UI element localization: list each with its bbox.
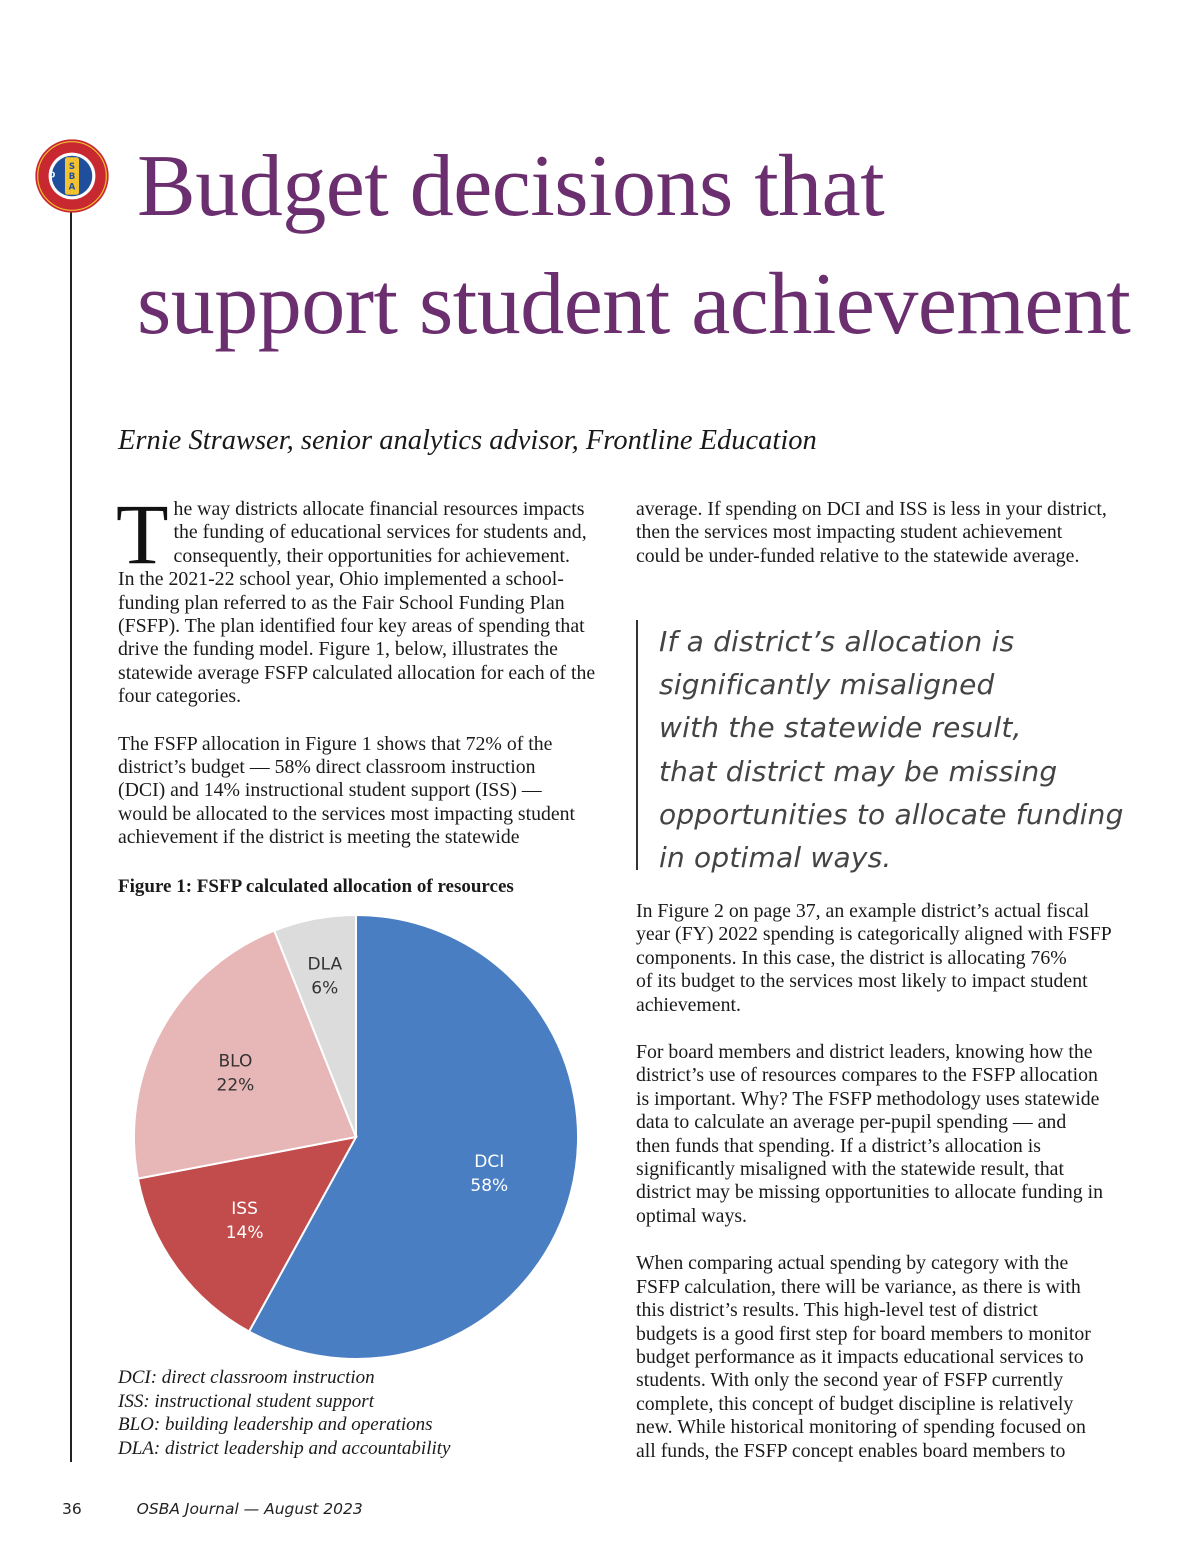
pie-chart	[122, 905, 592, 1370]
pull-quote	[636, 620, 1156, 875]
legend-item: BLO: building leadership and operations	[118, 1414, 433, 1435]
text-line: of its budget to the services most likely to impact student	[636, 970, 1088, 993]
figure-caption: Figure 1: FSFP calculated allocation of resources	[118, 876, 514, 897]
paragraph-allocation	[118, 733, 618, 850]
text-line: average. If spending on DCI and ISS is less in your district,	[636, 498, 1107, 520]
svg-text:S: S	[68, 161, 76, 172]
pull-quote-line: significantly misaligned	[659, 668, 995, 702]
text-line: In Figure 2 on page 37, an example district’s actual fiscal	[636, 900, 1090, 922]
pull-quote-line: If a district’s allocation is	[659, 625, 1015, 658]
text-line: (FSFP). The plan identified four key areas of spending that	[118, 615, 585, 638]
text-line: statewide average FSFP calculated allocation for each of the	[118, 661, 596, 684]
pie-label-value: 14%	[225, 1222, 264, 1243]
text-line: significantly misaligned with the statewide result, that	[636, 1158, 1064, 1181]
paragraph-variance	[636, 1252, 1136, 1463]
legend-item: DCI: direct classroom instruction	[118, 1367, 375, 1388]
text-line: district’s budget — 58% direct classroom instruction	[118, 756, 536, 779]
svg-text:A: A	[68, 182, 76, 193]
text-line: complete, this concept of budget discipline is relatively	[636, 1392, 1074, 1415]
pie-label-category: DLA	[307, 954, 343, 975]
text-line: In the 2021-22 school year, Ohio implemented a school-	[118, 568, 564, 591]
drop-cap: T	[116, 486, 169, 582]
column-right-top	[636, 498, 1136, 568]
legend-item: ISS: instructional student support	[118, 1390, 374, 1412]
text-line: budgets is a good first step for board members to monitor	[636, 1322, 1091, 1345]
paragraph-figure2	[636, 900, 1136, 1017]
text-line: achievement.	[636, 993, 741, 1016]
column-left	[116, 486, 618, 850]
text-line: he way districts allocate financial resources impacts	[173, 498, 585, 520]
text-line: could be under-funded relative to the statewide average.	[636, 544, 1080, 567]
text-line: students. With only the second year of FSFP currently	[636, 1369, 1064, 1392]
text-line: year (FY) 2022 spending is categorically aligned with FSFP	[636, 923, 1112, 946]
title-line: support student achievement	[137, 256, 1131, 353]
title-line: Budget decisions that	[137, 138, 885, 235]
text-line: The FSFP allocation in Figure 1 shows that 72% of the	[118, 732, 553, 755]
pie-label-category: BLO	[218, 1051, 253, 1072]
text-line: would be allocated to the services most impacting student	[118, 802, 576, 825]
text-line: drive the funding model. Figure 1, below, illustrates the	[118, 638, 558, 661]
text-line: For board members and district leaders, knowing how the	[636, 1041, 1093, 1064]
article-title	[137, 128, 1187, 364]
text-line: the funding of educational services for students and,	[173, 521, 587, 544]
pie-label-value: 58%	[470, 1176, 509, 1197]
column-right-bottom	[636, 900, 1136, 1463]
svg-text:O: O	[48, 170, 56, 180]
pull-quote-line: in optimal ways.	[659, 841, 892, 875]
legend-item: DLA: district leadership and accountability	[118, 1437, 451, 1459]
pie-label-value: 6%	[311, 978, 339, 999]
paragraph-board	[636, 1041, 1136, 1228]
margin-rule	[70, 200, 72, 1462]
text-line: funding plan referred to as the Fair School Funding Plan	[118, 591, 565, 614]
text-line: then the services most impacting student achievement	[636, 521, 1063, 544]
byline: Ernie Strawser, senior analytics advisor, Frontline Education	[118, 425, 817, 456]
text-line: all funds, the FSFP concept enables board members to	[636, 1439, 1066, 1462]
text-line: consequently, their opportunities for achievement.	[173, 544, 570, 567]
pull-quote-line: opportunities to allocate funding	[659, 797, 1124, 831]
pull-quote-line: that district may be missing	[659, 754, 1058, 788]
text-line: district’s use of resources compares to the FSFP allocation	[636, 1064, 1098, 1087]
svg-text:B: B	[68, 172, 76, 183]
pie-label-value: 22%	[216, 1075, 255, 1096]
text-line: four categories.	[118, 685, 242, 708]
text-line: FSFP calculation, there will be variance, as there is with	[636, 1275, 1081, 1298]
pie-label-category: DCI	[474, 1152, 505, 1173]
text-line: district may be missing opportunities to allocate funding in	[636, 1181, 1103, 1204]
text-line: is important. Why? The FSFP methodology uses statewide	[636, 1087, 1100, 1110]
text-line: (DCI) and 14% instructional student support (ISS) —	[118, 779, 542, 802]
figure-legend	[118, 1366, 598, 1460]
text-line: this district’s results. This high-level test of district	[636, 1299, 1038, 1322]
journal-name: OSBA Journal — August 2023	[136, 1500, 363, 1518]
page-number: 36	[62, 1500, 82, 1518]
pull-quote-line: with the statewide result,	[659, 711, 1022, 745]
paragraph-intro	[116, 486, 618, 709]
page-footer	[62, 1500, 363, 1518]
osba-seal-logo	[33, 137, 111, 215]
text-line: achievement if the district is meeting the statewide	[118, 826, 520, 849]
text-line: components. In this case, the district is allocating 76%	[636, 946, 1067, 969]
text-line: optimal ways.	[636, 1204, 747, 1227]
text-line: new. While historical monitoring of spending focused on	[636, 1416, 1086, 1439]
text-line: budget performance as it impacts educational services to	[636, 1345, 1084, 1368]
text-line: then funds that spending. If a district’s allocation is	[636, 1134, 1041, 1157]
pie-label-category: ISS	[231, 1198, 258, 1219]
text-line: data to calculate an average per-pupil spending — and	[636, 1111, 1067, 1134]
text-line: When comparing actual spending by category with the	[636, 1252, 1069, 1275]
